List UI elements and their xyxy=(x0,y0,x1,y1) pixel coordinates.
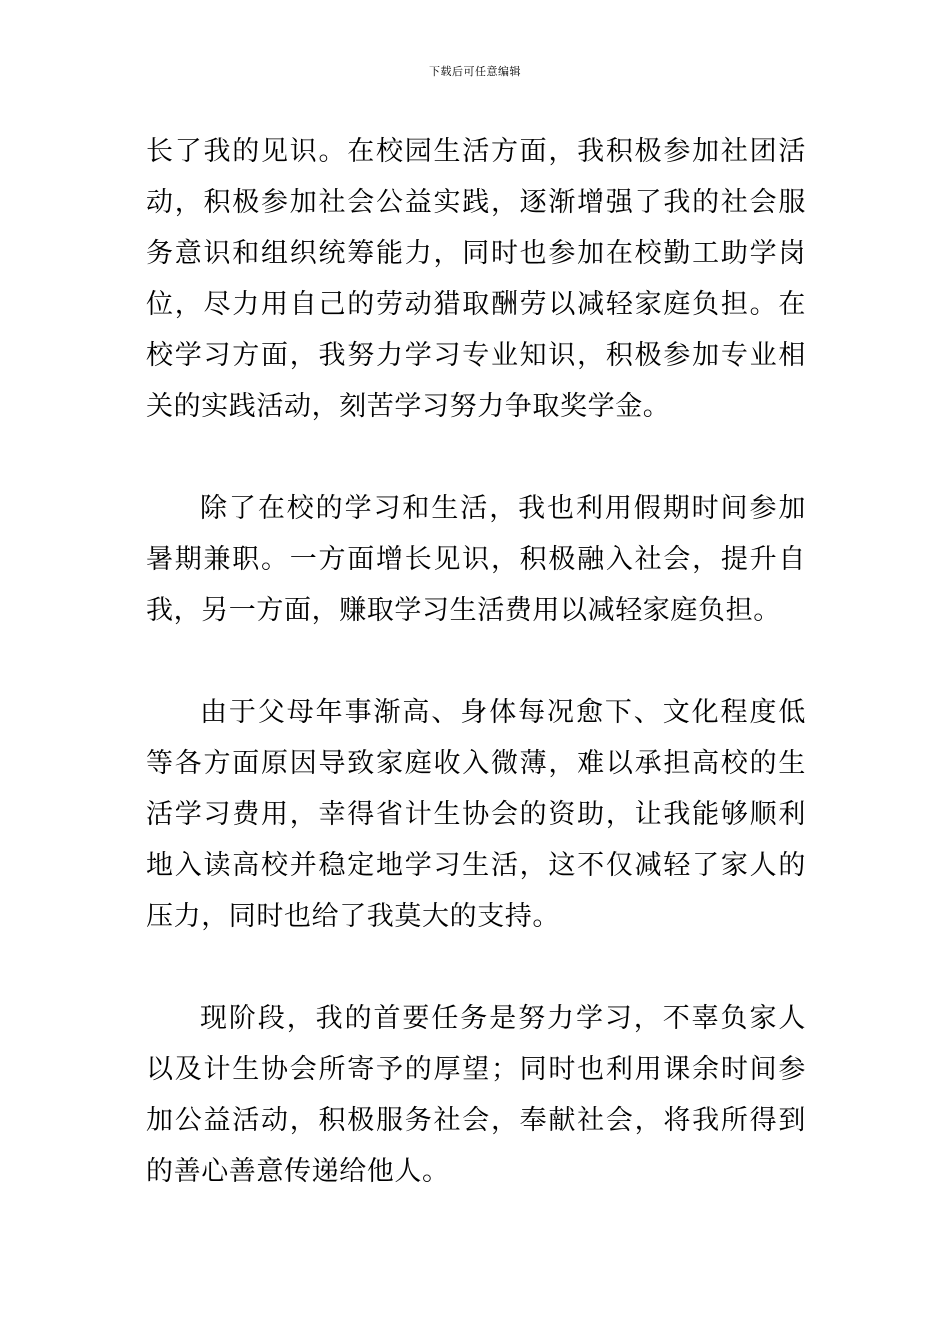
paragraph-continuation: 长了我的见识。在校园生活方面，我积极参加社团活动，积极参加社会公益实践，逐渐增强了我的社会服务意识和组织统筹能力，同时也参加在校勤工助学岗位，尽力用自己的劳动猎取酬劳以减轻家庭负担。在校学习方面，我努力学习专业知识，积极参加专业相关的实践活动，刻苦学习努力争取奖学金。 xyxy=(146,136,806,422)
page-header-note: 下载后可任意编辑 xyxy=(429,65,521,78)
paragraph-family-support: 由于父母年事渐高、身体每况愈下、文化程度低等各方面原因导致家庭收入微薄，难以承担高校的生活学习费用，幸得省计生协会的资助，让我能够顺利地入读高校并稳定地学习生活，这不仅减轻了家人的压力，同时也给了我莫大的支持。 xyxy=(146,697,806,932)
document-body xyxy=(146,126,806,1197)
paragraph-summer-job: 除了在校的学习和生活，我也利用假期时间参加暑期兼职。一方面增长见识，积极融入社会，提升自我，另一方面，赚取学习生活费用以减轻家庭负担。 xyxy=(146,493,806,626)
paragraph-current-goals: 现阶段，我的首要任务是努力学习，不辜负家人以及计生协会所寄予的厚望；同时也利用课余时间参加公益活动，积极服务社会，奉献社会，将我所得到的善心善意传递给他人。 xyxy=(146,1003,806,1187)
